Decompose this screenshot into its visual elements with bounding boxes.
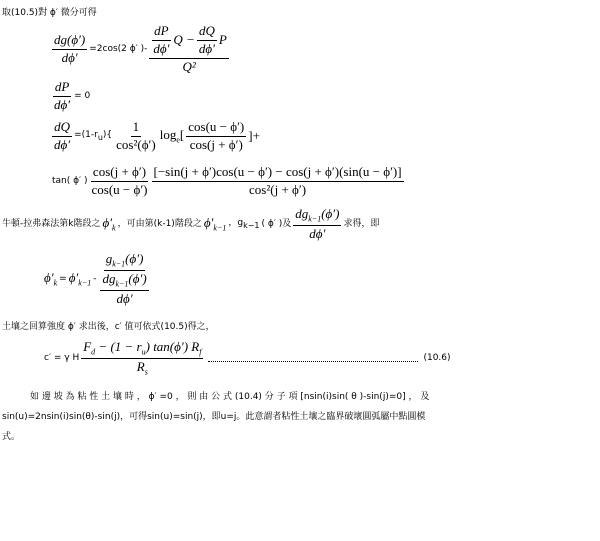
para1-fraction — [293, 207, 341, 242]
paragraph-2: 土壤之回算強度 ϕ′ 求出後，c′ 值可依式(10.5)得之， — [2, 322, 215, 332]
paragraph-3-line-1: 如 邊 坡 為 粘 性 土 壤 時 ， ϕ′ =0 ， 則 由 公 式 (10.4) 分 子 項 [nsin(i)sin( θ )-sin(j)=0] ， 及 — [30, 392, 430, 402]
eq3-mid-tail: ){ — [102, 130, 113, 141]
paragraph-1 — [2, 207, 379, 242]
eq6-num-tail: ) tan(ϕ′) R — [145, 339, 200, 354]
eq5-den-den: dϕ′ — [116, 290, 133, 306]
eq5-lhs-sub: k — [53, 278, 58, 288]
eq3-f2 — [186, 120, 246, 153]
eq3-mid-sub: u — [97, 133, 103, 143]
eq4-lead: tan( ϕ′ ) — [52, 176, 88, 187]
eq1-mid: =2cos(2 ϕ′ )- — [89, 44, 148, 55]
paragraph-3-line-3: 式。 — [2, 432, 21, 442]
eq3-log — [160, 128, 185, 145]
eq6-num-f-sub: d — [91, 347, 96, 357]
eq5-den-text: dg — [102, 270, 116, 286]
eq6-den-text: R — [136, 358, 145, 374]
eq4-f2-den: cos²(j + ϕ′) — [249, 181, 307, 197]
para1-frac-num-text: dg — [295, 206, 309, 221]
para1-phi-k — [102, 216, 115, 233]
equation-5 — [44, 252, 151, 307]
equation-3 — [52, 120, 260, 153]
eq4-f1-den: cos(u − ϕ′) — [91, 181, 148, 197]
para1-text-c-sub: k−1 — [243, 221, 260, 231]
eq1-main-fraction — [149, 24, 229, 75]
para1-frac-num-sub: k−1 — [308, 214, 322, 224]
eq3-f1 — [114, 120, 158, 153]
eq3-tail: ]+ — [248, 127, 260, 143]
eq5-den-frac — [100, 272, 148, 307]
para1-sym2: ϕ′ — [203, 214, 214, 230]
eq1-den: Q² — [182, 58, 196, 74]
paragraph-3-line-2: sin(u)=2nsin(i)sin(θ)-sin(j)，可得sin(u)=sin(j)，即u=j。此意謂者粘性土壤之臨界破壞圓弧屬中點圓模 — [2, 412, 426, 422]
eq6-num-tail-sub: f — [199, 347, 202, 357]
eq3-f2-num: cos(u − ϕ′) — [186, 120, 246, 137]
eq5-num-sub: k−1 — [112, 259, 126, 269]
eq3-den: dϕ′ — [54, 136, 71, 152]
eq3-fraction — [52, 120, 72, 153]
para1-text-e: 求得，即 — [343, 219, 380, 230]
eq1-dp-frac — [151, 24, 171, 57]
eq5-fraction — [98, 252, 150, 307]
para1-frac-num-tail: (ϕ′) — [321, 206, 340, 221]
eq3-num: dQ — [52, 120, 72, 137]
eq5-num-text: g — [105, 251, 113, 266]
eq4-f1 — [89, 165, 149, 198]
para1-gk1 — [228, 218, 259, 230]
eq6-num-f: F — [83, 339, 92, 354]
eq2-num: dP — [53, 80, 71, 97]
eq5-lhs-sym: ϕ′ — [44, 269, 54, 285]
intro-text: 取(10.5)對 ϕ′ 微分可得 — [2, 8, 97, 18]
eq1-dq-frac — [197, 24, 217, 57]
eq5-den-num — [100, 272, 148, 291]
para1-text-d: ( ϕ′ )及 — [261, 219, 292, 230]
eq6-label: (10.6) — [423, 353, 451, 364]
para1-frac-num — [293, 207, 341, 226]
eq6-num-mid-sub: u — [141, 347, 146, 357]
eq5-den-sub: k−1 — [115, 279, 129, 289]
eq5-minus: - — [93, 274, 97, 285]
para1-text-a: 牛頓-拉弗森法第k階段之 — [2, 219, 101, 230]
eq4-f2-num: [−sin(j + ϕ′)cos(u − ϕ′) − cos(j + ϕ′)(sin(u − ϕ′)] — [152, 165, 404, 182]
eq1-q: Q − — [173, 31, 195, 47]
eq3-log-sub: e — [176, 135, 180, 145]
eq1-lhs-den: dϕ′ — [61, 49, 78, 65]
para1-frac-den: dϕ′ — [309, 225, 326, 241]
eq5-eq: = — [59, 274, 67, 285]
eq5-den-tail: (ϕ′) — [128, 270, 147, 286]
equation-1 — [52, 24, 229, 75]
equation-2 — [52, 80, 90, 113]
eq3-bracket: [ — [179, 127, 185, 143]
equation-4 — [52, 165, 404, 198]
eq3-f2-den: cos(j + ϕ′) — [189, 136, 243, 152]
eq5-num-tail: (ϕ′) — [125, 251, 144, 266]
para1-phi-k1 — [204, 216, 227, 233]
eq6-dot-leader — [208, 355, 418, 362]
eq2-den: dϕ′ — [54, 96, 71, 112]
eq6-lhs: c′ = γ H — [44, 353, 80, 364]
eq6-den-sub: s — [144, 367, 148, 377]
eq1-dphi2: dϕ′ — [198, 40, 215, 56]
eq1-p: P — [218, 31, 227, 47]
eq6-num — [81, 340, 203, 359]
para1-sym1: ϕ′ — [102, 214, 113, 230]
para1-text-b: ，可由第(k-1)階段之 — [117, 219, 202, 230]
eq3-f1-num: 1 — [131, 120, 142, 137]
eq4-f2 — [152, 165, 404, 198]
eq5-lhs — [44, 271, 57, 288]
eq1-dq: dQ — [197, 24, 217, 41]
para1-sym2-sub: k−1 — [213, 223, 227, 233]
eq3-mid — [74, 130, 112, 142]
equation-6 — [44, 340, 451, 377]
eq5-rhs-sub: k−1 — [78, 278, 92, 288]
eq1-main-num — [149, 24, 229, 59]
eq2-fraction — [52, 80, 72, 113]
eq5-rhs — [69, 271, 92, 288]
para1-sym1-sub: k — [112, 223, 116, 233]
eq2-rhs: = 0 — [74, 91, 91, 102]
eq3-mid-text: =(1-r — [74, 130, 98, 141]
eq5-rhs-sym: ϕ′ — [68, 269, 79, 285]
eq1-lhs-fraction — [52, 33, 87, 66]
eq3-f1-den: cos²(ϕ′) — [116, 136, 156, 152]
eq3-log-text: log — [159, 127, 177, 143]
eq5-num — [104, 252, 146, 271]
eq5-den — [98, 271, 150, 307]
eq4-f1-num: cos(j + ϕ′) — [91, 165, 148, 182]
eq1-lhs-num: dg(ϕ′) — [52, 33, 87, 50]
eq6-fraction — [81, 340, 203, 377]
para1-text-c: ，g — [228, 218, 244, 229]
eq1-dp: dP — [152, 24, 170, 41]
eq6-num-mid: − (1 − r — [95, 339, 142, 354]
eq6-den — [135, 359, 150, 377]
eq1-dphi1: dϕ′ — [153, 40, 170, 56]
